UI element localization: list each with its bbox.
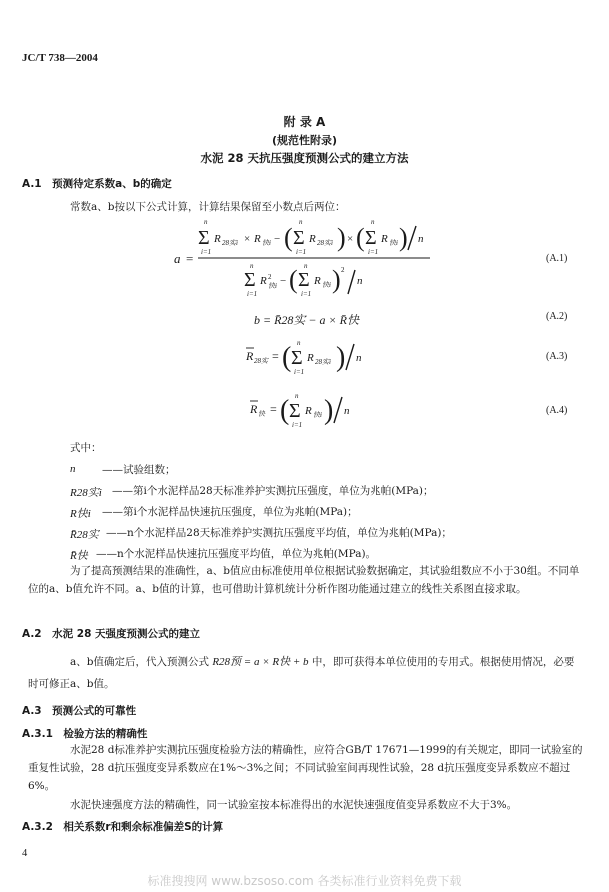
section-a1-title: A.1 预测待定系数a、b的确定 xyxy=(22,178,172,190)
svg-text:R: R xyxy=(214,233,221,245)
svg-text:R: R xyxy=(314,275,321,287)
svg-text:n: n xyxy=(356,352,362,364)
svg-text:R: R xyxy=(309,233,316,245)
equation-a3-number: (A.3) xyxy=(546,351,568,362)
svg-text:Σ: Σ xyxy=(289,400,301,422)
svg-text:n: n xyxy=(295,392,299,400)
svg-text:×: × xyxy=(244,233,251,245)
svg-text:i=1: i=1 xyxy=(301,290,312,298)
equation-a4-formula xyxy=(248,389,368,433)
svg-text:快i: 快i xyxy=(322,281,331,289)
svg-text:28实i: 28实i xyxy=(317,239,333,247)
section-a3-title: A.3 预测公式的可靠性 xyxy=(22,705,137,717)
equation-a4-number: (A.4) xyxy=(546,405,568,416)
svg-text:R: R xyxy=(307,352,314,364)
svg-text:快i: 快i xyxy=(262,239,271,247)
svg-text:−: − xyxy=(280,275,287,287)
svg-text:n: n xyxy=(250,262,254,270)
svg-text:−: − xyxy=(274,233,281,245)
svg-text:=: = xyxy=(270,402,277,416)
var-rkbar-description: ——n个水泥样品快速抗压强度平均值，单位为兆帕(MPa)。 xyxy=(96,548,377,560)
svg-text:快i: 快i xyxy=(389,239,398,247)
var-rki-symbol: R快i xyxy=(70,508,91,520)
svg-text:n: n xyxy=(204,218,208,226)
svg-text:(: ( xyxy=(289,265,298,294)
svg-text:Σ: Σ xyxy=(244,269,256,291)
section-a1-intro: 常数a、b按以下公式计算，计算结果保留至小数点后两位： xyxy=(70,201,346,213)
svg-text:Σ: Σ xyxy=(298,269,310,291)
equation-a1-formula xyxy=(168,214,438,302)
svg-text:n: n xyxy=(297,339,301,347)
var-n-description: ——试验组数； xyxy=(102,464,176,476)
svg-text:R: R xyxy=(254,233,261,245)
section-a2-title: A.2 水泥 28 天强度预测公式的建立 xyxy=(22,628,201,640)
svg-text:n: n xyxy=(371,218,375,226)
svg-text:快: 快 xyxy=(258,410,265,418)
paragraph-ab-determination: 为了提高预测结果的准确性，a、b值应由标准使用单位根据试验数据确定，其试验组数应不小于30组。不同单位的a、b值允许不同。a、b值的计算，也可借助计算机统计分析作图功能通过建立的线性关系图直接求取。 xyxy=(28,565,580,595)
svg-text:R: R xyxy=(381,233,388,245)
paragraph-rapid-precision: 水泥快速强度方法的精确性，同一试验室按本标准得出的水泥快速强度值变异系数应不大于3%。 xyxy=(70,799,518,811)
paragraph-prediction-formula-inline: R28预 = a × R快 + b xyxy=(212,656,309,668)
paragraph-prediction-pre: a、b值确定后，代入预测公式 xyxy=(70,656,209,668)
appendix-title: 附 录 A xyxy=(283,115,326,129)
svg-text:i=1: i=1 xyxy=(201,248,212,256)
appendix-heading: 水泥 28 天抗压强度预测公式的建立方法 xyxy=(200,151,409,165)
svg-text:(: ( xyxy=(282,342,292,373)
svg-text:R: R xyxy=(260,275,267,287)
var-r28i-description: ——第i个水泥样品28天标准养护实测抗压强度，单位为兆帕(MPa)； xyxy=(112,485,434,497)
var-rkbar-symbol: R̄快 xyxy=(70,550,88,562)
svg-text:快i: 快i xyxy=(268,282,277,290)
var-r28i-symbol: R28实i xyxy=(70,487,102,499)
equation-a2-number: (A.2) xyxy=(546,311,568,322)
svg-text:×: × xyxy=(347,233,354,245)
var-rki-description: ——第i个水泥样品快速抗压强度，单位为兆帕(MPa)； xyxy=(102,506,358,518)
footer-watermark: 标准搜搜网 www.bzsoso.com 各类标准行业资料免费下载 xyxy=(147,874,462,888)
svg-text:): ) xyxy=(337,223,346,252)
svg-text:28实i: 28实i xyxy=(315,358,331,366)
svg-text:R: R xyxy=(305,405,312,417)
svg-text:n: n xyxy=(299,218,303,226)
svg-text:Σ: Σ xyxy=(291,347,303,369)
svg-text:): ) xyxy=(332,265,341,294)
paragraph-prediction-formula xyxy=(28,651,583,695)
var-r28bar-description: ——n个水泥样品28天标准养护实测抗压强度平均值，单位为兆帕(MPa)； xyxy=(106,527,452,539)
section-a31-title: A.3.1 检验方法的精确性 xyxy=(22,728,148,740)
svg-text:): ) xyxy=(336,342,346,373)
page-number: 4 xyxy=(22,848,28,859)
equation-a3-formula xyxy=(244,336,374,380)
svg-text:n: n xyxy=(304,262,308,270)
svg-text:i=1: i=1 xyxy=(247,290,258,298)
svg-text:i=1: i=1 xyxy=(368,248,379,256)
svg-text:(: ( xyxy=(356,223,365,252)
svg-text:n: n xyxy=(344,405,350,417)
svg-text:=: = xyxy=(272,349,279,363)
svg-text:i=1: i=1 xyxy=(296,248,307,256)
svg-text:2: 2 xyxy=(268,273,272,281)
paragraph-test-precision: 水泥28 d标准养护实测抗压强度检验方法的精确性，应符合GB/T 17671—1999的有关规定，即同一试验室的重复性试验，28 d抗压强度变异系数应在1%～3%之间；不同试验室间再现性试验，28 d抗压强度变异系数应不超过6%。 xyxy=(28,744,583,792)
svg-text:Σ: Σ xyxy=(198,227,210,249)
svg-text:28实: 28实 xyxy=(254,357,268,365)
svg-text:=: = xyxy=(186,251,194,266)
equation-a1-number: (A.1) xyxy=(546,253,568,264)
svg-text:R: R xyxy=(250,402,258,416)
svg-text:(: ( xyxy=(280,395,290,426)
var-r28bar-symbol: R̄28实 xyxy=(70,529,99,541)
svg-text:快i: 快i xyxy=(313,411,322,419)
document-code: JC/T 738—2004 xyxy=(22,52,98,64)
var-n-symbol: n xyxy=(70,463,76,475)
where-label: 式中： xyxy=(70,442,102,454)
svg-text:Σ: Σ xyxy=(293,227,305,249)
svg-text:Σ: Σ xyxy=(365,227,377,249)
equation-a2-formula: b = R̄28实 − a × R̄快 xyxy=(254,313,359,327)
svg-text:): ) xyxy=(399,223,408,252)
svg-text:i=1: i=1 xyxy=(292,421,303,429)
svg-text:i=1: i=1 xyxy=(294,368,305,376)
paragraph-prediction-post: 中，即可获得本单位使用的专用式。根据使用情况，必要时可修正a、b值。 xyxy=(28,656,575,690)
svg-text:28实i: 28实i xyxy=(222,239,238,247)
svg-text:2: 2 xyxy=(341,266,345,274)
svg-text:a: a xyxy=(174,251,181,266)
appendix-subtitle: (规范性附录) xyxy=(271,134,338,147)
svg-text:): ) xyxy=(324,395,334,426)
svg-text:R: R xyxy=(246,349,254,363)
svg-text:n: n xyxy=(357,275,363,287)
svg-text:n: n xyxy=(418,233,424,245)
svg-text:(: ( xyxy=(284,223,293,252)
section-a32-title: A.3.2 相关系数r和剩余标准偏差S的计算 xyxy=(22,821,224,833)
